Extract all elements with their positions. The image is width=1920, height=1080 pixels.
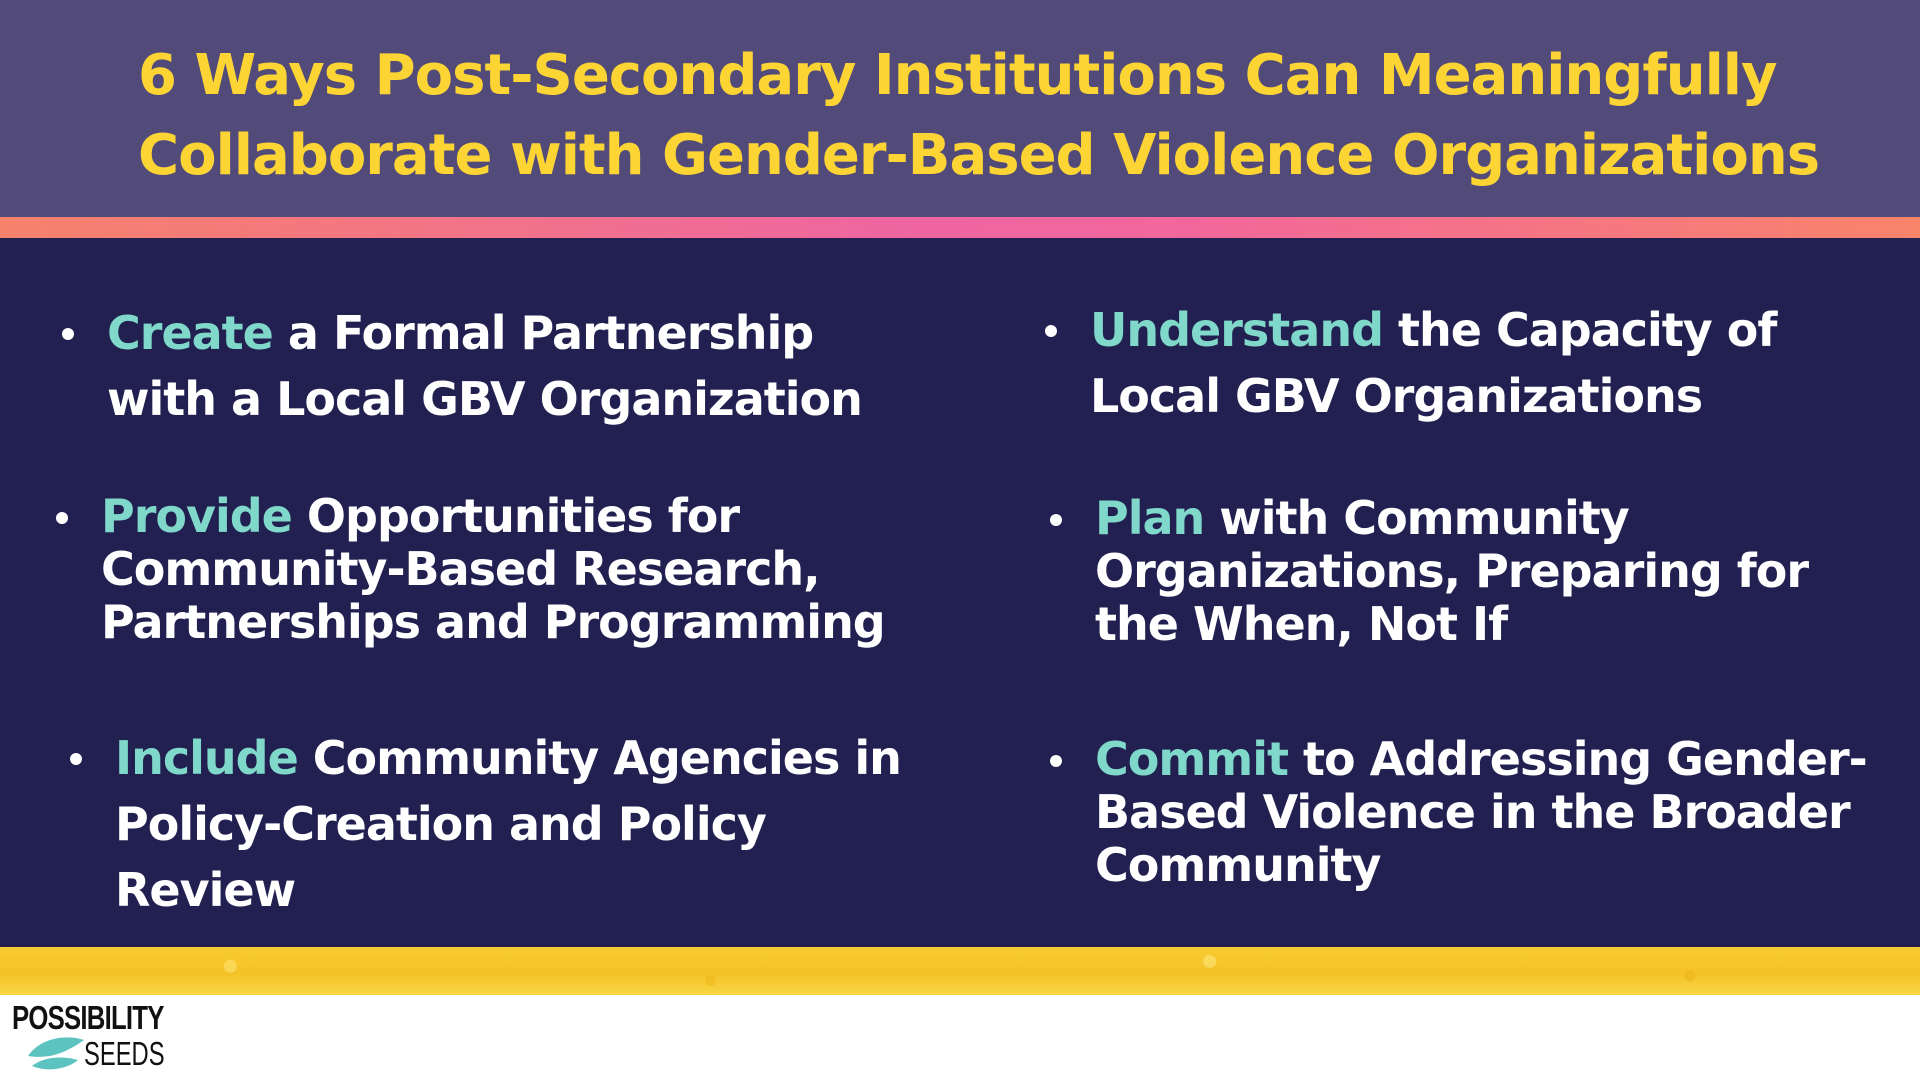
bullet-icon: [1050, 514, 1062, 526]
item-line: Based Violence in the Broader: [1095, 785, 1850, 839]
footer-band: [0, 947, 1920, 995]
bullet-icon: [56, 512, 68, 524]
list-item-text: [1095, 492, 1910, 651]
list-item-include: [70, 725, 970, 923]
list-item-understand: [1045, 297, 1905, 429]
item-line: Organizations, Preparing for: [1095, 544, 1809, 598]
bullet-icon: [70, 753, 82, 765]
item-line: Local GBV Organizations: [1090, 369, 1703, 423]
list-item-text: [115, 725, 970, 923]
list-item-text: [107, 300, 922, 432]
item-line: Community Agencies in: [297, 731, 901, 785]
verb-plan: Plan: [1095, 491, 1205, 545]
possibility-seeds-logo: [12, 1000, 172, 1072]
logo-top-word: POSSIBILITY: [12, 999, 164, 1036]
header-band: [0, 0, 1920, 217]
verb-create: Create: [107, 306, 273, 360]
list-item-create: [62, 300, 922, 432]
list-item-text: [101, 490, 956, 649]
list-item-text: [1090, 297, 1905, 429]
item-line: with Community: [1204, 491, 1629, 545]
verb-commit: Commit: [1095, 732, 1288, 786]
item-line: Community-Based Research,: [101, 542, 820, 596]
bullet-icon: [1045, 325, 1057, 337]
item-line: the Capacity of: [1383, 303, 1777, 357]
list-item-provide: [56, 490, 956, 649]
item-line: Review: [115, 863, 296, 917]
list-item-commit: [1050, 733, 1910, 892]
logo-bottom-word: SEEDS: [84, 1035, 165, 1072]
verb-include: Include: [115, 731, 298, 785]
bullet-icon: [62, 328, 74, 340]
item-line: Partnerships and Programming: [101, 595, 885, 649]
verb-provide: Provide: [101, 489, 292, 543]
list-item-plan: [1050, 492, 1910, 651]
bullet-icon: [1050, 755, 1062, 767]
leaf-icon: [26, 1026, 88, 1072]
title-line-1: 6 Ways Post-Secondary Institutions Can Meaningfully: [138, 43, 1777, 108]
list-item-text: [1095, 733, 1910, 892]
item-line: Opportunities for: [291, 489, 740, 543]
item-line: Community: [1095, 838, 1381, 892]
item-line: the When, Not If: [1095, 597, 1508, 651]
item-line: Policy-Creation and Policy: [115, 797, 766, 851]
page-title: [138, 36, 1878, 196]
item-line: with a Local GBV Organization: [107, 372, 862, 426]
item-line: a Formal Partnership: [272, 306, 814, 360]
item-line: to Addressing Gender-: [1287, 732, 1867, 786]
title-line-2: Collaborate with Gender-Based Violence Organizations: [138, 123, 1820, 188]
verb-understand: Understand: [1090, 303, 1383, 357]
gradient-divider: [0, 217, 1920, 238]
